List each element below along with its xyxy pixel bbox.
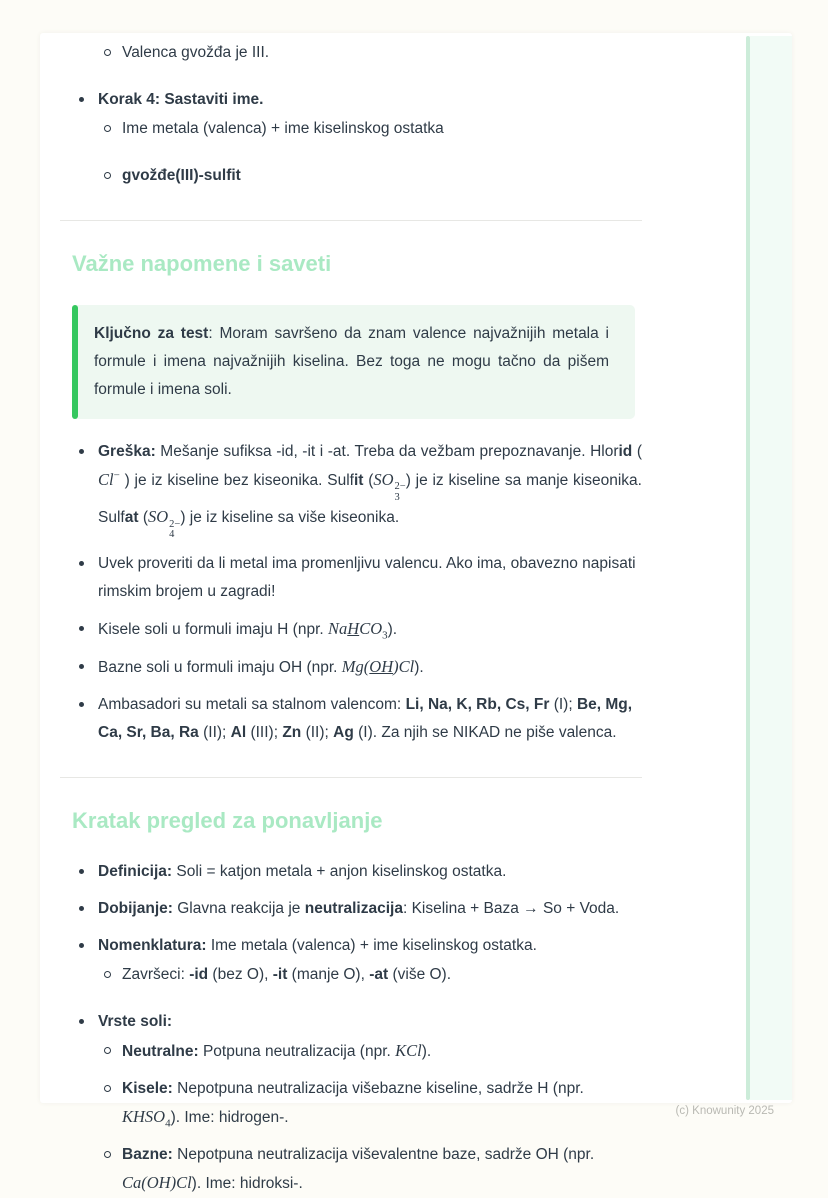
list-item [60, 1008, 642, 1036]
divider [60, 220, 642, 221]
list-item [60, 550, 642, 606]
list-item-text: Bazne: Nepotpuna neutralizacija viševalentne baze, sadrže OH (npr. Ca(OH)Cl). Ime: hidroksi-. [122, 1145, 595, 1192]
bullet-circle-icon [104, 172, 111, 179]
bullet-disc-icon [79, 664, 84, 669]
list-item-text: Vrste soli: [98, 1012, 173, 1030]
divider [60, 777, 642, 778]
list-item [60, 932, 642, 960]
list-item [60, 615, 642, 644]
list-item [60, 1075, 642, 1132]
list-item [60, 653, 642, 682]
list-item-text: Kisele: Nepotpuna neutralizacija višebazne kiseline, sadrže H (npr. $KHSO_4$). Ime: hidrogen-. [122, 1079, 584, 1130]
bullet-circle-icon [104, 125, 111, 132]
bullet-list [60, 858, 642, 1198]
list-item-text: Ime metala (valenca) + ime kiselinskog ostatka [122, 120, 444, 137]
list-item-text: Bazne soli u formuli imaju OH (npr. Mg(OH)Cl). [98, 656, 424, 676]
bullet-disc-icon [79, 906, 84, 911]
list-item-text: Završeci: -id (bez O), -it (manje O), -at (više O). [122, 965, 452, 983]
section-heading: Važne napomene i saveti [72, 251, 332, 276]
list-item [60, 1037, 642, 1066]
bullet-disc-icon [79, 626, 84, 631]
section-heading: Kratak pregled za ponavljanje [72, 807, 383, 833]
list-item-text: Korak 4: Sastaviti ime. [98, 91, 264, 108]
bullet-list [60, 438, 642, 747]
bullet-circle-icon [104, 49, 111, 56]
bullet-disc-icon [79, 869, 84, 874]
list-item [60, 39, 642, 67]
list-item-text: Nomenklatura: Ime metala (valenca) + ime kiselinskog ostatka. [98, 936, 537, 954]
list-item [60, 115, 642, 143]
callout-box [72, 305, 635, 419]
bullet-list [60, 39, 642, 190]
bullet-disc-icon [79, 561, 84, 566]
list-item-text: Kisele soli u formuli imaju H (npr. NaHCO$_3$). [98, 618, 398, 642]
list-item [60, 1141, 642, 1198]
callout-accent-bar [72, 305, 78, 419]
bullet-disc-icon [79, 97, 84, 102]
list-item [60, 858, 642, 886]
bullet-circle-icon [104, 971, 111, 978]
bullet-circle-icon [104, 1085, 111, 1092]
list-item [60, 961, 642, 989]
list-item-text: Ambasadori su metali sa stalnom valencom: Li, Na, K, Rb, Cs, Fr (I); Be, Mg, Ca, Sr, Ba, Ra (II); Al (III); Zn (II); Ag (I). Za njih se NIKAD ne piše valenca. [98, 695, 633, 741]
bullet-disc-icon [79, 1019, 84, 1024]
list-item [60, 691, 642, 747]
bullet-circle-icon [104, 1151, 111, 1158]
bullet-disc-icon [79, 702, 84, 707]
list-item-text: Dobijanje: Glavna reakcija je neutralizacija: Kiselina + Baza → So + Voda. [98, 899, 620, 917]
list-item-text: Neutralne: Potpuna neutralizacija (npr. KCl). [122, 1040, 432, 1060]
bullet-disc-icon [79, 943, 84, 948]
list-item-text: gvožđe(III)-sulfit [122, 167, 241, 184]
callout-text: Ključno za test: Moram savršeno da znam valence najvažnijih metala i formule i imena najvažnijih kiselina. Bez toga ne mogu tačno da pišem formule i imena soli. [94, 325, 609, 398]
right-margin-tint [750, 36, 792, 1100]
scroll-indicator-line [746, 36, 750, 1100]
list-item-text: Definicija: Soli = katjon metala + anjon kiselinskog ostatka. [98, 862, 507, 880]
list-item [60, 438, 642, 541]
list-item [60, 895, 642, 923]
copyright-footer: (c) Knowunity 2025 [675, 1105, 774, 1117]
list-item [60, 86, 642, 114]
bullet-circle-icon [104, 1047, 111, 1054]
list-item-text: Valenca gvožđa je III. [122, 44, 270, 61]
document-content [60, 39, 642, 1198]
list-item-text: Greška: Mešanje sufiksa -id, -it i -at. Treba da vežbam prepoznavanje. Hlorid ( Cl− ) je iz kiseline bez kiseonika. Sulfit (SO 2− 3 ) je iz kiseline sa manje kiseonika. Sulfat (SO 2− 4 ) je iz kiseline sa više kiseonika. [98, 443, 642, 541]
bullet-disc-icon [79, 449, 84, 454]
list-item [60, 162, 642, 190]
list-item-text: Uvek proveriti da li metal ima promenljivu valencu. Ako ima, obavezno napisati rimskim brojem u zagradi! [98, 554, 636, 600]
